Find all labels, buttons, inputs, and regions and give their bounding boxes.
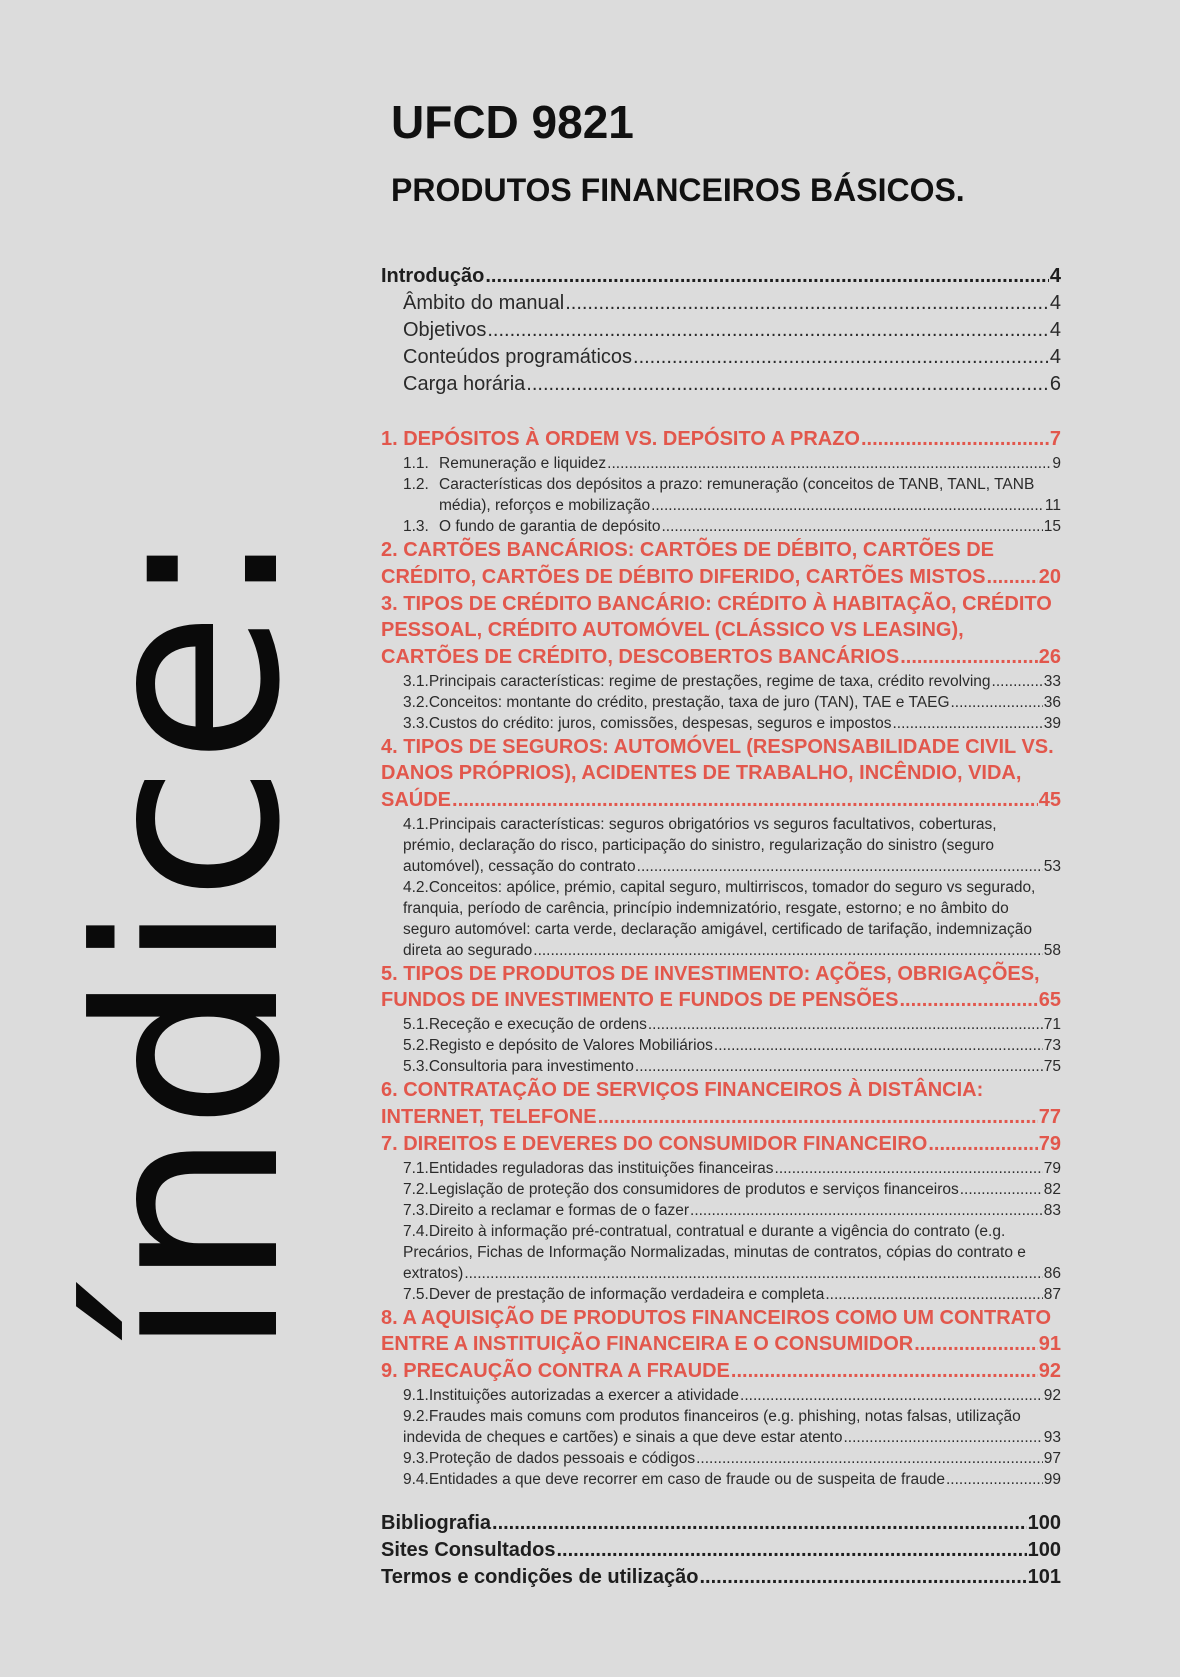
toc-subsection-text: média), reforços e mobilização: [439, 497, 651, 514]
toc-subsection-entry: [403, 495, 1061, 516]
toc-subsection[interactable]: [381, 1448, 1061, 1469]
toc-chapter-entry-page: 91: [1038, 1333, 1061, 1355]
toc-spacer: [381, 1490, 1061, 1512]
toc-leader: [775, 1158, 1043, 1179]
toc-subsection-entry-label: indevida de cheques e cartões) e sinais a que deve estar atento: [403, 1429, 843, 1446]
toc-end-items: [381, 1512, 1061, 1593]
toc-subsection-entry[interactable]: [403, 1056, 1061, 1077]
toc-subsection-entry-page: 15: [1043, 518, 1061, 535]
toc-chapter-entry-label: ENTRE A INSTITUIÇÃO FINANCEIRA E O CONSUMIDOR: [381, 1333, 914, 1355]
toc-subsection-number: 1.1.: [403, 455, 429, 472]
toc-leader: [651, 495, 1044, 516]
toc-subsection-number: 1.2.: [403, 476, 429, 493]
toc-leader: [740, 1385, 1043, 1406]
toc-leader: [607, 453, 1051, 474]
toc-chapter[interactable]: [381, 734, 1061, 814]
toc-intro-item-page: 4: [1049, 292, 1061, 314]
toc-leader: [485, 265, 1049, 288]
toc-subsection-line: franquia, período de carência, princípio indemnizatório, resgate, estorno; e no âmbito do: [403, 899, 1009, 917]
toc-intro-label: Introdução: [381, 265, 485, 287]
toc-leader: [900, 644, 1038, 671]
toc-subsection-entry[interactable]: [403, 1284, 1061, 1305]
toc-leader: [452, 787, 1038, 814]
toc-subsection-entry-page: 83: [1043, 1201, 1061, 1219]
toc-subsection[interactable]: [381, 1469, 1061, 1490]
toc-subsection-entry[interactable]: [403, 1014, 1061, 1035]
toc-chapter-entry-label: SAÚDE: [381, 788, 452, 811]
toc-chapter-entry-page: 79: [1038, 1132, 1061, 1155]
toc-spacer: [381, 400, 1061, 426]
toc-subsection-line: 9.2.Fraudes mais comuns com produtos financeiros (e.g. phishing, notas falsas, utilização: [403, 1408, 1021, 1425]
toc-chapter-line: 6. CONTRATAÇÃO DE SERVIÇOS FINANCEIROS À DISTÂNCIA:: [381, 1079, 984, 1101]
toc-chapter[interactable]: [381, 537, 1061, 591]
toc-subsection-entry[interactable]: [403, 1200, 1061, 1221]
toc-chapter-entry-page: 92: [1038, 1360, 1061, 1382]
toc-subsection-entry-page: 9: [1052, 455, 1061, 472]
toc-leader: [899, 987, 1037, 1014]
toc-chapter-entry-label: CARTÕES DE CRÉDITO, DESCOBERTOS BANCÁRIOS: [381, 645, 900, 668]
toc-subsection-entry-page: 86: [1043, 1264, 1061, 1282]
toc-subsection-entry-label: automóvel), cessação do contrato: [403, 857, 636, 875]
document-title: UFCD 9821: [391, 96, 634, 148]
toc-subsection-entry-label: 5.1.Receção e execução de ordens: [403, 1016, 647, 1033]
toc-subsection-entry-page: 39: [1043, 714, 1061, 732]
toc-subsection-entry-page: 93: [1043, 1429, 1061, 1446]
toc-subsection-entry[interactable]: [403, 1448, 1061, 1469]
toc-subsection[interactable]: [381, 814, 1061, 877]
toc-chapters: [381, 426, 1061, 1490]
toc-leader: [487, 319, 1049, 342]
toc-leader: [696, 1448, 1043, 1469]
toc-chapter[interactable]: [381, 1305, 1061, 1359]
toc-chapter-line: 3. TIPOS DE CRÉDITO BANCÁRIO: CRÉDITO À HABITAÇÃO, CRÉDITO: [381, 592, 1052, 615]
toc-chapter-line: 5. TIPOS DE PRODUTOS DE INVESTIMENTO: AÇÕES, OBRIGAÇÕES,: [381, 962, 1040, 985]
toc-subsection-entry[interactable]: [403, 1179, 1061, 1200]
toc-chapter[interactable]: [381, 1358, 1061, 1385]
toc-chapter-entry-page: 77: [1038, 1105, 1061, 1128]
toc-chapter-line: PESSOAL, CRÉDITO AUTOMÓVEL (CLÁSSICO VS LEASING),: [381, 619, 964, 641]
toc-leader: [960, 1179, 1043, 1200]
toc-subsection-entry[interactable]: [403, 1469, 1061, 1490]
toc-end-item-page: 100: [1027, 1512, 1061, 1534]
toc-intro-item-label: Carga horária: [403, 373, 526, 395]
toc-subsection-entry-page: 36: [1043, 693, 1061, 711]
toc-leader: [825, 1284, 1042, 1305]
toc-end-item-page: 100: [1027, 1539, 1061, 1561]
toc-chapter-entry-label: 7. DIREITOS E DEVERES DO CONSUMIDOR FINANCEIRO: [381, 1132, 928, 1155]
toc-intro-item-page: 4: [1049, 319, 1061, 341]
toc-subsection[interactable]: [381, 692, 1061, 713]
toc-subsection-entry[interactable]: [403, 1263, 1061, 1284]
toc-subsection-entry-label: [403, 453, 606, 474]
toc-subsection-entry-label: 3.1.Principais características: regime de prestações, regime de taxa, crédito revolving: [403, 672, 991, 690]
toc-leader: [946, 1469, 1043, 1490]
toc-intro-item[interactable]: [381, 373, 1061, 400]
toc-subsection-entry-page: 33: [1043, 672, 1061, 690]
toc-chapter-entry-page: 45: [1038, 788, 1061, 811]
toc-end-item[interactable]: [381, 1539, 1061, 1566]
toc-chapter[interactable]: [381, 591, 1061, 671]
toc-subsection-line: [403, 474, 1061, 495]
toc-leader: [637, 856, 1043, 877]
toc-chapter-entry[interactable]: [381, 1104, 1061, 1131]
toc-chapter-entry-page: 7: [1049, 428, 1061, 450]
toc-leader: [893, 713, 1043, 734]
toc-chapter[interactable]: [381, 1077, 1061, 1131]
toc-subsection[interactable]: [381, 474, 1061, 516]
toc-leader: [526, 373, 1049, 396]
toc-intro-item-page: 6: [1049, 373, 1061, 395]
toc-subsection-text: Remuneração e liquidez: [439, 455, 607, 472]
toc-chapter-entry-page: 65: [1038, 989, 1061, 1011]
toc-end-item-label: Termos e condições de utilização: [381, 1566, 699, 1588]
toc-chapter-entry[interactable]: [381, 644, 1061, 671]
toc-subsection-entry[interactable]: [403, 1427, 1061, 1448]
toc-chapter-entry-label: FUNDOS DE INVESTIMENTO E FUNDOS DE PENSÕES: [381, 989, 899, 1011]
toc-end-item-page: 101: [1027, 1566, 1061, 1588]
toc-chapter-entry[interactable]: [381, 1331, 1061, 1358]
toc-subsection-entry-label: extratos): [403, 1264, 464, 1282]
toc-subsection-line: seguro automóvel: carta verde, declaração amigável, certificado de tarifação, indemnização: [403, 920, 1032, 938]
toc-subsection-entry[interactable]: [403, 692, 1061, 713]
toc-subsection-entry-label: 9.1.Instituições autorizadas a exercer a atividade: [403, 1387, 740, 1404]
toc-subsection-entry-page: 79: [1043, 1159, 1061, 1177]
toc-subsection-entry-page: 92: [1043, 1387, 1061, 1404]
toc-subsection-entry[interactable]: [403, 940, 1061, 961]
toc-leader: [533, 940, 1042, 961]
toc-leader: [492, 1512, 1027, 1535]
toc-subsection-entry-page: 71: [1043, 1016, 1061, 1033]
toc-chapter-entry[interactable]: [381, 426, 1061, 453]
toc-chapter[interactable]: [381, 426, 1061, 453]
toc-subsection-entry-label: 9.3.Proteção de dados pessoais e códigos: [403, 1450, 696, 1467]
toc-intro-items: [381, 292, 1061, 400]
toc-subsection-entry-label: [403, 516, 660, 537]
toc-subsection-line: 7.4.Direito à informação pré-contratual, contratual e durante a vigência do contrato (e.g.: [403, 1222, 1006, 1240]
toc-subsection-entry[interactable]: [403, 671, 1061, 692]
toc-intro[interactable]: [381, 265, 1061, 292]
toc-subsection-entry-page: 53: [1043, 857, 1061, 875]
toc-leader: [633, 346, 1049, 369]
toc-subsection-line: 4.1.Principais características: seguros obrigatórios vs seguros facultativos, coberturas,: [403, 815, 997, 833]
toc-chapter-entry[interactable]: [381, 987, 1061, 1014]
toc-subsection[interactable]: [381, 671, 1061, 692]
toc-subsection-entry[interactable]: [403, 1035, 1061, 1056]
toc-subsection[interactable]: [381, 1284, 1061, 1305]
toc-leader: [951, 692, 1043, 713]
toc-subsection-entry[interactable]: [403, 1385, 1061, 1406]
toc-subsection-entry-label: direta ao segurado: [403, 941, 533, 959]
toc-subsection-entry-page: 73: [1043, 1037, 1061, 1054]
toc-subsection[interactable]: [381, 1179, 1061, 1200]
toc-subsection-entry-label: 9.4.Entidades a que deve recorrer em caso de fraude ou de suspeita de fraude: [403, 1471, 945, 1488]
toc-chapter-entry-label: 9. PRECAUÇÃO CONTRA A FRAUDE: [381, 1360, 730, 1382]
toc-subsection[interactable]: [381, 1014, 1061, 1035]
toc-subsection-entry-label: 7.2.Legislação de proteção dos consumidores de produtos e serviços financeiros: [403, 1180, 959, 1198]
toc-subsection-entry: [403, 516, 1061, 537]
toc-leader: [928, 1131, 1037, 1158]
toc-leader: [556, 1539, 1026, 1562]
toc-subsection-entry-page: 58: [1043, 941, 1061, 959]
toc-subsection[interactable]: [381, 1035, 1061, 1056]
toc-chapter-line: 4. TIPOS DE SEGUROS: AUTOMÓVEL (RESPONSABILIDADE CIVIL VS.: [381, 735, 1054, 758]
toc-chapter-entry[interactable]: [381, 1131, 1061, 1158]
toc-subsection[interactable]: [381, 1385, 1061, 1406]
toc-chapter-entry[interactable]: [381, 1358, 1061, 1385]
side-index-text: índice:: [44, 526, 335, 1358]
toc-end-item-label: Sites Consultados: [381, 1539, 556, 1561]
toc-subsection-entry-label: 7.5.Dever de prestação de informação verdadeira e completa: [403, 1285, 825, 1303]
toc-subsection-line: 4.2.Conceitos: apólice, prémio, capital seguro, multirriscos, tomador do seguro vs segurado,: [403, 878, 1036, 896]
toc-intro-item-label: Âmbito do manual: [403, 292, 565, 314]
toc-leader: [635, 1056, 1043, 1077]
toc-subsection-entry-page: 87: [1043, 1285, 1061, 1303]
toc-end-item-label: Bibliografia: [381, 1512, 492, 1534]
toc-subsection-entry-label: 3.3.Custos do crédito: juros, comissões, despesas, seguros e impostos: [403, 714, 892, 732]
toc-leader: [598, 1104, 1038, 1131]
toc-intro-item[interactable]: [381, 292, 1061, 319]
toc-subsection-text: Características dos depósitos a prazo: remuneração (conceitos de TANB, TANL, TANB: [439, 476, 1035, 493]
toc-intro-item-label: Conteúdos programáticos: [403, 346, 633, 368]
toc-leader: [565, 292, 1049, 315]
toc-leader: [731, 1358, 1038, 1385]
toc-chapter-entry-page: 26: [1038, 645, 1061, 668]
toc-chapter[interactable]: [381, 961, 1061, 1015]
toc-intro-item-page: 4: [1049, 346, 1061, 368]
toc-chapter[interactable]: [381, 1131, 1061, 1158]
toc-subsection[interactable]: [381, 1200, 1061, 1221]
toc-intro-page: 4: [1049, 265, 1061, 287]
toc-end-item[interactable]: [381, 1512, 1061, 1539]
toc-intro-item[interactable]: [381, 346, 1061, 373]
toc-subsection-line: prémio, declaração do risco, participação do sinistro, regularização do sinistro (seguro: [403, 836, 995, 854]
toc-subsection[interactable]: [381, 877, 1061, 961]
toc-subsection[interactable]: [381, 1158, 1061, 1179]
toc-intro-item[interactable]: [381, 319, 1061, 346]
toc-subsection[interactable]: [381, 453, 1061, 474]
toc-chapter-entry[interactable]: [381, 787, 1061, 814]
toc-chapter-entry-label: CRÉDITO, CARTÕES DE DÉBITO DIFERIDO, CARTÕES MISTOS: [381, 565, 986, 588]
toc-subsection[interactable]: [381, 516, 1061, 537]
toc-subsection-text: O fundo de garantia de depósito: [439, 518, 661, 535]
toc-subsection-entry-label: 3.2.Conceitos: montante do crédito, prestação, taxa de juro (TAN), TAE e TAEG: [403, 693, 950, 711]
document-subtitle: PRODUTOS FINANCEIROS BÁSICOS.: [391, 172, 965, 208]
toc-leader: [843, 1427, 1042, 1448]
toc-subsection[interactable]: [381, 1056, 1061, 1077]
toc-subsection-entry[interactable]: [403, 1158, 1061, 1179]
toc-subsection-entry[interactable]: [403, 713, 1061, 734]
toc-chapter-line: DANOS PRÓPRIOS), ACIDENTES DE TRABALHO, INCÊNDIO, VIDA,: [381, 762, 1022, 784]
table-of-contents: [381, 265, 1061, 1593]
toc-subsection-entry-page: 75: [1043, 1058, 1061, 1075]
toc-leader: [914, 1331, 1038, 1358]
toc-leader: [690, 1200, 1043, 1221]
toc-leader: [992, 671, 1043, 692]
toc-subsection-number: 1.3.: [403, 518, 429, 535]
toc-subsection-entry-label: 7.1.Entidades reguladoras das instituições financeiras: [403, 1159, 774, 1177]
toc-subsection-entry-page: 11: [1044, 497, 1061, 514]
toc-subsection-entry-label: 7.3.Direito a reclamar e formas de o fazer: [403, 1201, 690, 1219]
toc-subsection-entry[interactable]: [403, 856, 1061, 877]
toc-chapter-entry-label: 1. DEPÓSITOS À ORDEM VS. DEPÓSITO A PRAZO: [381, 428, 860, 450]
toc-end-item[interactable]: [381, 1566, 1061, 1593]
toc-leader: [987, 564, 1038, 591]
toc-subsection-entry-page: 97: [1043, 1450, 1061, 1467]
toc-subsection[interactable]: [381, 1221, 1061, 1284]
toc-chapter-entry-label: INTERNET, TELEFONE: [381, 1105, 597, 1128]
toc-subsection-entry-label: 5.3.Consultoria para investimento: [403, 1058, 634, 1075]
toc-leader: [861, 426, 1049, 453]
toc-leader: [464, 1263, 1042, 1284]
toc-subsection[interactable]: [381, 713, 1061, 734]
toc-chapter-line: 2. CARTÕES BANCÁRIOS: CARTÕES DE DÉBITO, CARTÕES DE: [381, 539, 995, 561]
toc-subsection-entry-page: 99: [1043, 1471, 1061, 1488]
toc-subsection-entry-page: 82: [1043, 1180, 1061, 1198]
toc-subsection-line: Precários, Fichas de Informação Normalizadas, minutas de contratos, cópias do contrato e: [403, 1243, 1026, 1261]
toc-leader: [661, 516, 1042, 537]
toc-subsection-entry: [403, 453, 1061, 474]
toc-subsection-entry-label: 5.2.Registo e depósito de Valores Mobiliários: [403, 1037, 713, 1054]
toc-subsection[interactable]: [381, 1406, 1061, 1448]
toc-leader: [714, 1035, 1043, 1056]
toc-chapter-entry-page: 20: [1038, 565, 1061, 588]
toc-chapter-line: 8. A AQUISIÇÃO DE PRODUTOS FINANCEIROS COMO UM CONTRATO: [381, 1306, 1052, 1329]
toc-subsection-entry-label: [403, 495, 650, 516]
toc-leader: [648, 1014, 1043, 1035]
toc-intro-item-label: Objetivos: [403, 319, 487, 341]
toc-chapter-entry[interactable]: [381, 564, 1061, 591]
toc-leader: [700, 1566, 1027, 1589]
